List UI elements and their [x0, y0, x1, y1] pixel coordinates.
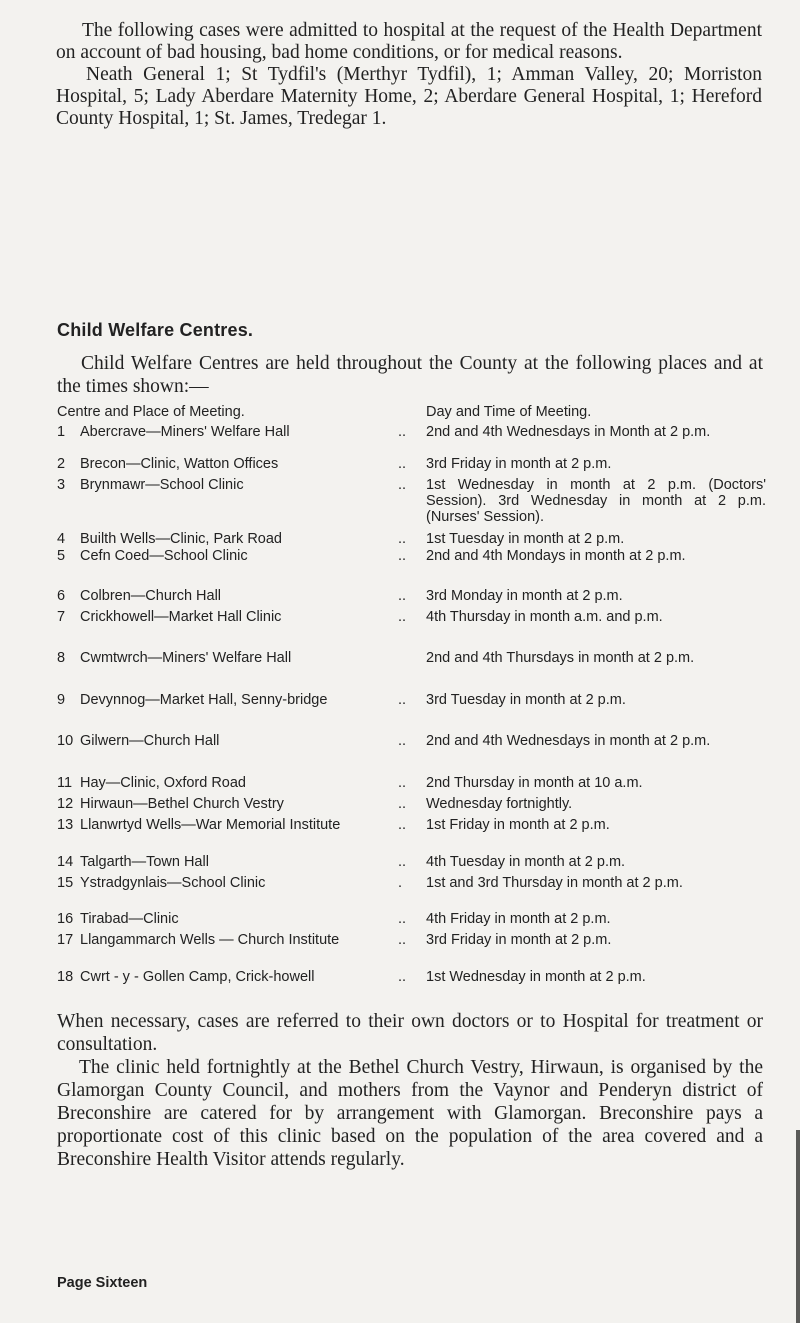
- centre-number: 3: [57, 477, 66, 493]
- centre-number: 4: [57, 531, 66, 547]
- leader-dots: ..: [398, 932, 407, 948]
- closing-paragraph-referral: When necessary, cases are referred to their own doctors or to Hospital for treatment or consultation.: [57, 1011, 763, 1055]
- centre-place: Colbren—Church Hall: [80, 588, 222, 604]
- centre-place: Cefn Coed—School Clinic: [80, 548, 248, 564]
- leader-dots: ..: [398, 588, 407, 604]
- centre-place: Tirabad—Clinic: [80, 911, 179, 927]
- meeting-time: 1st Tuesday in month at 2 p.m.: [426, 531, 625, 547]
- meeting-time: 2nd and 4th Wednesdays in Month at 2 p.m.: [426, 424, 711, 440]
- leader-dots: .: [398, 875, 403, 891]
- meeting-time: 1st Wednesday in month at 2 p.m. (Doctors' Session). 3rd Wednesday in month at 2 p.m. (Nurses' Session).: [426, 477, 766, 525]
- centre-place: Brecon—Clinic, Watton Offices: [80, 456, 279, 472]
- leader-dots: ..: [398, 969, 407, 985]
- leader-dots: ..: [398, 456, 407, 472]
- centre-number: 7: [57, 609, 66, 625]
- centre-number: 18: [57, 969, 74, 985]
- meeting-time: 4th Tuesday in month at 2 p.m.: [426, 854, 626, 870]
- centre-number: 6: [57, 588, 66, 604]
- centre-place: Builth Wells—Clinic, Park Road: [80, 531, 282, 547]
- leader-dots: ..: [398, 775, 407, 791]
- centre-number: 9: [57, 692, 66, 708]
- leader-dots: ..: [398, 692, 407, 708]
- scan-edge-shadow: [796, 1130, 800, 1323]
- centre-number: 11: [57, 775, 73, 791]
- closing-text: [57, 1010, 763, 1171]
- centre-place: Hirwaun—Bethel Church Vestry: [80, 796, 284, 812]
- centre-number: 13: [57, 817, 74, 833]
- meeting-time: Wednesday fortnightly.: [426, 796, 573, 812]
- intro-paragraph-admissions: The following cases were admitted to hospital at the request of the Health Department on account of bad housing, bad home conditions, or for medical reasons.: [56, 20, 762, 63]
- intro-text: [56, 20, 762, 130]
- centre-place: Gilwern—Church Hall: [80, 733, 220, 749]
- centre-place: Ystradgynlais—School Clinic: [80, 875, 266, 891]
- meeting-time: 1st Friday in month at 2 p.m.: [426, 817, 610, 833]
- meeting-time: 3rd Monday in month at 2 p.m.: [426, 588, 623, 604]
- section-heading: Child Welfare Centres.: [57, 320, 254, 340]
- closing-paragraph-hirwaun: The clinic held fortnightly at the Bethel Church Vestry, Hirwaun, is organised by the Glamorgan County Council, and mothers from the Vaynor and Penderyn district of Breconshire are catered for by arrangement with Glamorgan. Breconshire pays a proportionate cost of this clinic based on the population of the area covered and a Breconshire Health Visitor attends regularly.: [57, 1057, 763, 1170]
- centre-number: 8: [57, 650, 66, 666]
- leader-dots: ..: [398, 548, 407, 564]
- section-lead-paragraph: [57, 352, 763, 398]
- centre-number: 15: [57, 875, 74, 891]
- centre-place: Llangammarch Wells — Church Institute: [80, 932, 340, 948]
- meeting-time: 4th Friday in month at 2 p.m.: [426, 911, 611, 927]
- leader-dots: ..: [398, 854, 407, 870]
- centre-place: Cwrt - y - Gollen Camp, Crick-howell: [80, 969, 315, 985]
- centre-number: 17: [57, 932, 74, 948]
- leader-dots: ..: [398, 817, 407, 833]
- centre-place: Devynnog—Market Hall, Senny-bridge: [80, 692, 328, 708]
- centre-number: 5: [57, 548, 66, 564]
- leader-dots: ..: [398, 911, 407, 927]
- page-number: Page Sixteen: [57, 1275, 148, 1291]
- centre-place: Llanwrtyd Wells—War Memorial Institute: [80, 817, 341, 833]
- intro-paragraph-hospitals: Neath General 1; St Tydfil's (Merthyr Tydfil), 1; Amman Valley, 20; Morriston Hospital, 5; Lady Aberdare Maternity Home, 2; Aberdare General Hospital, 1; Hereford County Hospital, 1; St. James, Tredegar 1.: [56, 64, 762, 129]
- meeting-time: 1st and 3rd Thursday in month at 2 p.m.: [426, 875, 683, 891]
- centre-place: Talgarth—Town Hall: [80, 854, 209, 870]
- centre-place: Cwmtwrch—Miners' Welfare Hall: [80, 650, 292, 666]
- column-header-place: Centre and Place of Meeting.: [57, 404, 245, 420]
- meeting-time: 4th Thursday in month a.m. and p.m.: [426, 609, 663, 625]
- centre-number: 12: [57, 796, 74, 812]
- meeting-time: 3rd Friday in month at 2 p.m.: [426, 456, 612, 472]
- column-header-time: Day and Time of Meeting.: [426, 404, 592, 420]
- leader-dots: ..: [398, 733, 407, 749]
- leader-dots: ..: [398, 796, 407, 812]
- centre-place: Crickhowell—Market Hall Clinic: [80, 609, 282, 625]
- leader-dots: ..: [398, 477, 407, 493]
- leader-dots: ..: [398, 609, 407, 625]
- meeting-time: 3rd Tuesday in month at 2 p.m.: [426, 692, 626, 708]
- centre-number: 16: [57, 911, 74, 927]
- centre-number: 10: [57, 733, 74, 749]
- centre-place: Hay—Clinic, Oxford Road: [80, 775, 246, 791]
- centre-number: 1: [57, 424, 66, 440]
- centre-place: Brynmawr—School Clinic: [80, 477, 244, 493]
- meeting-time: 2nd and 4th Wednesdays in month at 2 p.m.: [426, 733, 711, 749]
- meeting-time: 2nd Thursday in month at 10 a.m.: [426, 775, 643, 791]
- meeting-time: 1st Wednesday in month at 2 p.m.: [426, 969, 646, 985]
- meeting-time: 2nd and 4th Mondays in month at 2 p.m.: [426, 548, 686, 564]
- section-lead-text: Child Welfare Centres are held throughout the County at the following places and at the times shown:—: [57, 353, 763, 397]
- leader-dots: ..: [398, 424, 407, 440]
- meeting-time: 2nd and 4th Thursdays in month at 2 p.m.: [426, 650, 695, 666]
- centre-place: Abercrave—Miners' Welfare Hall: [80, 424, 290, 440]
- leader-dots: ..: [398, 531, 407, 547]
- centre-number: 14: [57, 854, 74, 870]
- centre-number: 2: [57, 456, 66, 472]
- meeting-time: 3rd Friday in month at 2 p.m.: [426, 932, 612, 948]
